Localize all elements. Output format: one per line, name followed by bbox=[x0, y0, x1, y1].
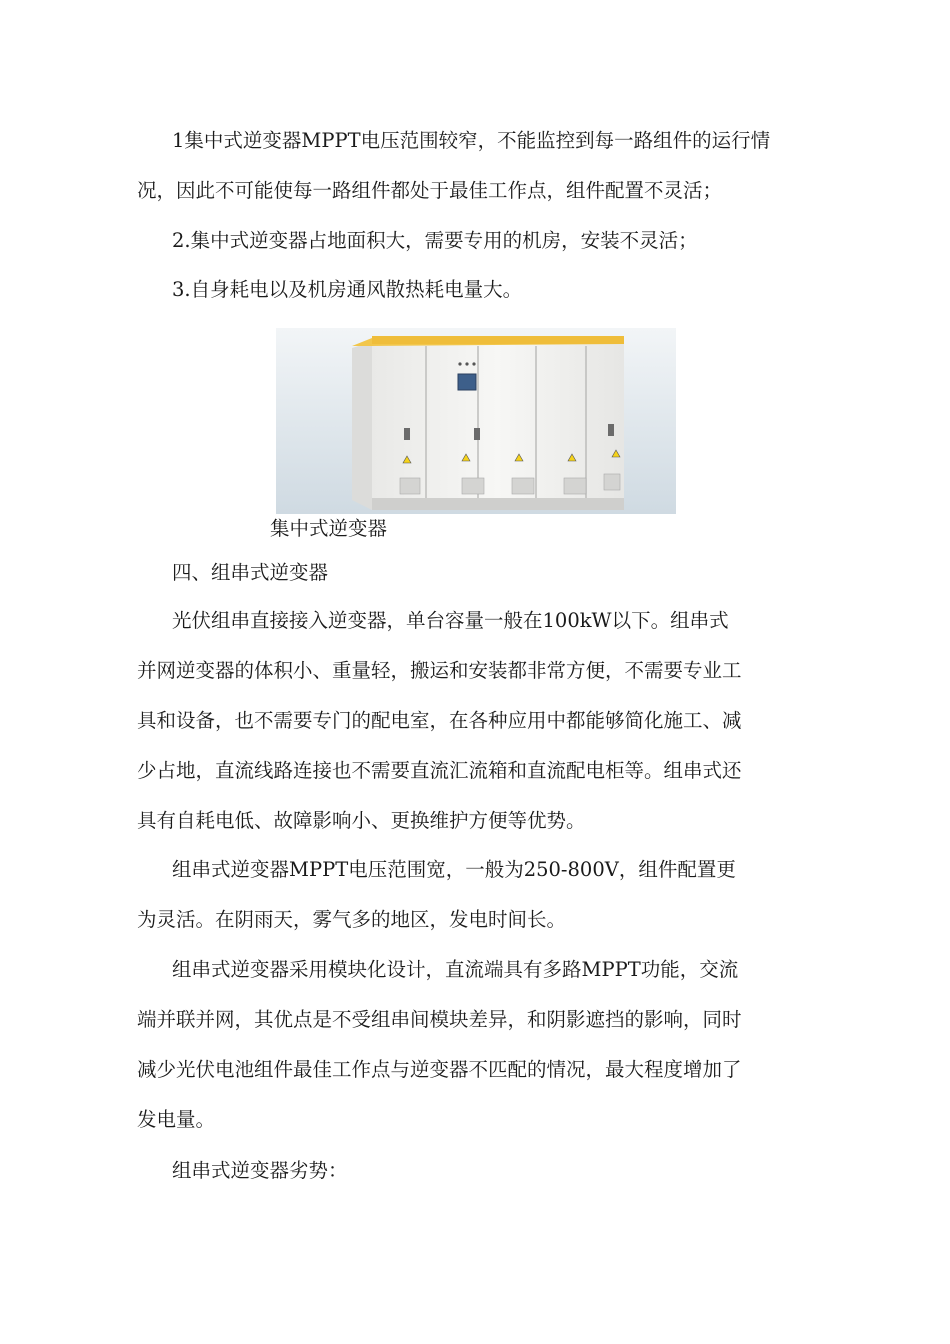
paragraph-7-line-2: 端并联并网，其优点是不受组串间模块差异，和阴影遮挡的影响，同时 bbox=[137, 1008, 742, 1031]
paragraph-5-line-1: 光伏组串直接接入逆变器，单台容量一般在100kW以下。组串式 bbox=[172, 609, 729, 632]
paragraph-8-line-1: 组串式逆变器劣势： bbox=[172, 1159, 348, 1182]
paragraph-6-line-1: 组串式逆变器MPPT电压范围宽，一般为250-800V，组件配置更 bbox=[172, 858, 736, 881]
paragraph-5-line-3: 具和设备，也不需要专门的配电室，在各种应用中都能够简化施工、减 bbox=[137, 709, 742, 732]
section-heading: 四、组串式逆变器 bbox=[172, 561, 329, 584]
paragraph-7-line-1: 组串式逆变器采用模块化设计，直流端具有多路MPPT功能，交流 bbox=[172, 958, 739, 981]
inverter-figure bbox=[276, 328, 676, 514]
paragraph-5-line-4: 少占地，直流线路连接也不需要直流汇流箱和直流配电柜等。组串式还 bbox=[137, 759, 742, 782]
paragraph-6-line-2: 为灵活。在阴雨天，雾气多的地区，发电时间长。 bbox=[137, 908, 567, 931]
paragraph-7-line-4: 发电量。 bbox=[137, 1108, 216, 1131]
paragraph-1-line-1: 1集中式逆变器MPPT电压范围较窄，不能监控到每一路组件的运行情 bbox=[172, 129, 771, 152]
paragraph-3-line-1: 3.自身耗电以及机房通风散热耗电量大。 bbox=[172, 278, 523, 301]
paragraph-7-line-3: 减少光伏电池组件最佳工作点与逆变器不匹配的情况，最大程度增加了 bbox=[137, 1058, 742, 1081]
paragraph-1-line-2: 况，因此不可能使每一路组件都处于最佳工作点，组件配置不灵活； bbox=[137, 179, 723, 202]
paragraph-5-line-5: 具有自耗电低、故障影响小、更换维护方便等优势。 bbox=[137, 809, 586, 832]
paragraph-2-line-1: 2.集中式逆变器占地面积大，需要专用的机房，安装不灵活； bbox=[172, 229, 698, 252]
paragraph-5-line-2: 并网逆变器的体积小、重量轻，搬运和安装都非常方便，不需要专业工 bbox=[137, 659, 742, 682]
central-inverter-cabinet-icon bbox=[276, 328, 676, 514]
figure-caption: 集中式逆变器 bbox=[270, 517, 388, 540]
